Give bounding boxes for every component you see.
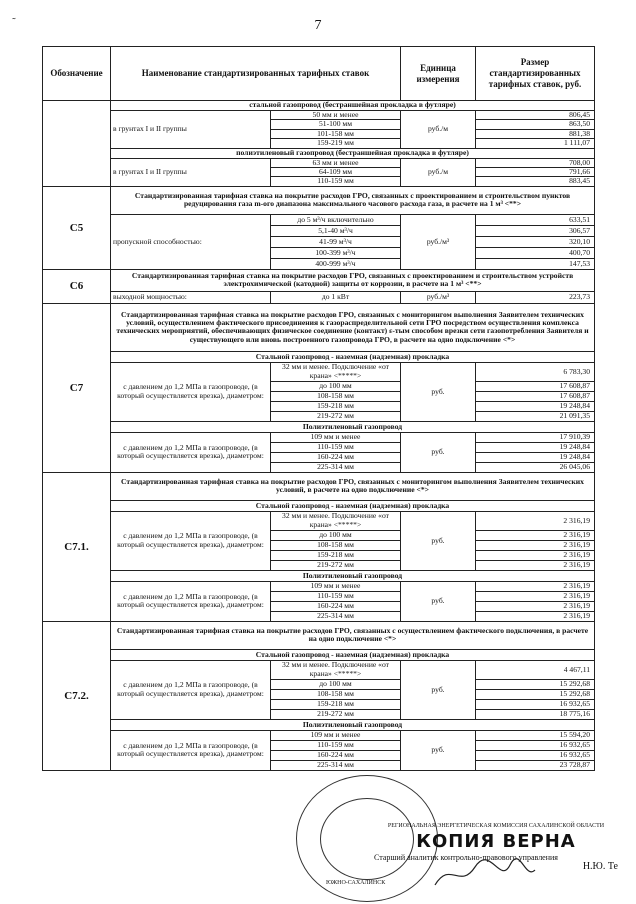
header-code: Обозначение (43, 47, 111, 101)
header-unit: Единица измерения (401, 47, 476, 101)
range-cell: до 100 мм (271, 679, 401, 689)
range-cell: 32 мм и менее. Подключение «от крана» <*****> (271, 660, 401, 679)
range-cell: 32 мм и менее. Подключение «от крана» <*****> (271, 511, 401, 530)
table-row (43, 621, 595, 649)
tariff-table (42, 46, 595, 771)
table-row (43, 291, 595, 303)
section-title: Стандартизированная тарифная ставка на покрытие расходов ГРО, связанных с осуществлением фактического подключения, в расчете на одно подключение <*> (111, 621, 595, 649)
value-cell: 2 316,19 (476, 581, 595, 591)
value-cell: 633,51 (476, 214, 595, 225)
value-cell: 16 932,65 (476, 740, 595, 750)
value-cell: 806,45 (476, 111, 595, 120)
unit-cell: руб. (401, 432, 476, 472)
value-cell: 2 316,19 (476, 560, 595, 570)
table-row (43, 421, 595, 432)
parameter-label: в грунтах I и II группы (111, 158, 271, 186)
range-cell: 219-272 мм (271, 560, 401, 570)
value-cell: 223,73 (476, 291, 595, 303)
code-cell: C5 (43, 186, 111, 269)
stamp-position: Старший аналитик контрольно-правового управления (374, 853, 558, 862)
value-cell: 791,66 (476, 168, 595, 177)
table-row (43, 432, 595, 442)
parameter-label: с давлением до 1,2 МПа в газопроводе, (в который осуществляется врезка), диаметром: (111, 511, 271, 570)
table-row (43, 719, 595, 730)
table-row (43, 148, 595, 158)
range-cell: 110-159 мм (271, 591, 401, 601)
parameter-label: с давлением до 1,2 МПа в газопроводе, (в который осуществляется врезка), диаметром: (111, 432, 271, 472)
value-cell: 147,53 (476, 258, 595, 269)
value-cell: 26 045,06 (476, 462, 595, 472)
unit-cell: руб. (401, 511, 476, 570)
table-row (43, 511, 595, 530)
table-row (43, 581, 595, 591)
range-cell: 160-224 мм (271, 750, 401, 760)
table-header-row (43, 47, 595, 101)
parameter-label: выходной мощностью: (111, 291, 271, 303)
value-cell: 2 316,19 (476, 511, 595, 530)
range-cell: 108-158 мм (271, 689, 401, 699)
section-subtitle: Стальной газопровод - наземная (надземная) прокладка (111, 351, 595, 362)
value-cell: 19 248,84 (476, 452, 595, 462)
value-cell: 2 316,19 (476, 550, 595, 560)
section-subtitle: полиэтиленовый газопровод (бестраншейная прокладка в футляре) (111, 148, 595, 158)
range-cell: 159-218 мм (271, 550, 401, 560)
value-cell: 16 932,65 (476, 699, 595, 709)
code-cell: C7.2. (43, 621, 111, 770)
range-cell: 101-158 мм (271, 129, 401, 138)
range-cell: 50 мм и менее (271, 111, 401, 120)
seal-city: ЮЖНО-САХАЛИНСК (326, 880, 386, 886)
value-cell: 320,10 (476, 236, 595, 247)
range-cell: до 5 м³/ч включительно (271, 214, 401, 225)
unit-cell: руб./м³ (401, 291, 476, 303)
value-cell: 23 728,87 (476, 760, 595, 770)
signature (430, 855, 540, 895)
range-cell: 225-314 мм (271, 760, 401, 770)
range-cell: 108-158 мм (271, 540, 401, 550)
value-cell: 17 608,87 (476, 381, 595, 391)
range-cell: 219-272 мм (271, 411, 401, 421)
range-cell: 63 мм и менее (271, 158, 401, 167)
table-row (43, 362, 595, 381)
range-cell: 160-224 мм (271, 452, 401, 462)
range-cell: 64-109 мм (271, 168, 401, 177)
range-cell: 400-999 м³/ч (271, 258, 401, 269)
corner-mark: ˜ (12, 16, 16, 28)
section-subtitle: Полиэтиленовый газопровод (111, 570, 595, 581)
unit-cell: руб. (401, 362, 476, 421)
value-cell: 1 111,07 (476, 139, 595, 148)
stamp-copy-title: КОПИЯ ВЕРНА (416, 831, 576, 852)
range-cell: 225-314 мм (271, 611, 401, 621)
range-cell: 109 мм и менее (271, 730, 401, 740)
range-cell: 160-224 мм (271, 601, 401, 611)
section-subtitle: стальной газопровод (бестраншейная прокладка в футляре) (111, 101, 595, 111)
value-cell: 15 594,20 (476, 730, 595, 740)
section-title: Стандартизированная тарифная ставка на покрытие расходов ГРО, связанных с мониторингом выполнения Заявителем технических условий, осуществлением фактического присоединения к газораспределительной сети ГРО посредством осуществления комплекса технических мероприятий, обеспечивающих физическое соединение (контакт) ε-тым способом врезки сети газопотребления Заявителя и существующего или вновь построенного газопровода ГРО, в расчете на одно подключение <*> (111, 303, 595, 351)
value-cell: 883,45 (476, 177, 595, 186)
table-row (43, 660, 595, 679)
unit-cell: руб./м (401, 158, 476, 186)
unit-cell: руб. (401, 581, 476, 621)
range-cell: 110-159 мм (271, 177, 401, 186)
table-row (43, 158, 595, 167)
value-cell: 17 608,87 (476, 391, 595, 401)
value-cell: 21 091,35 (476, 411, 595, 421)
value-cell: 4 467,11 (476, 660, 595, 679)
range-cell: 159-218 мм (271, 401, 401, 411)
range-cell: 51-100 мм (271, 120, 401, 129)
unit-cell: руб. (401, 730, 476, 770)
value-cell: 15 292,68 (476, 679, 595, 689)
table-row (43, 214, 595, 225)
parameter-label: с давлением до 1,2 МПа в газопроводе, (в который осуществляется врезка), диаметром: (111, 581, 271, 621)
value-cell: 2 316,19 (476, 601, 595, 611)
range-cell: 32 мм и менее. Подключение «от крана» <*****> (271, 362, 401, 381)
value-cell: 16 932,65 (476, 750, 595, 760)
range-cell: 108-158 мм (271, 391, 401, 401)
unit-cell: руб./м (401, 111, 476, 149)
range-cell: 219-272 мм (271, 709, 401, 719)
value-cell: 2 316,19 (476, 530, 595, 540)
stamp-org: РЕГИОНАЛЬНАЯ ЭНЕРГЕТИЧЕСКАЯ КОМИССИЯ САХАЛИНСКОЙ ОБЛАСТИ (387, 823, 605, 829)
value-cell: 2 316,19 (476, 540, 595, 550)
value-cell: 17 910,39 (476, 432, 595, 442)
section-title: Стандартизированная тарифная ставка на покрытие расходов ГРО, связанных с мониторингом выполнения Заявителем технических условий, в расчете на одно подключение <*> (111, 472, 595, 500)
range-cell: 5,1-40 м³/ч (271, 225, 401, 236)
code-cell (43, 101, 111, 187)
table-row (43, 303, 595, 351)
range-cell: до 100 мм (271, 530, 401, 540)
table-row (43, 111, 595, 120)
value-cell: 19 248,84 (476, 442, 595, 452)
section-title: Стандартизированная тарифная ставка на покрытие расходов ГРО, связанных с проектированием и строительством пунктов редуцирования газа m-ого диапазона максимального часового расхода газа, в расчете на 1 м³ <**> (111, 186, 595, 214)
table-row (43, 649, 595, 660)
section-subtitle: Полиэтиленовый газопровод (111, 421, 595, 432)
table-row (43, 472, 595, 500)
parameter-label: в грунтах I и II группы (111, 111, 271, 149)
parameter-label: пропускной способностью: (111, 214, 271, 269)
value-cell: 863,50 (476, 120, 595, 129)
section-subtitle: Стальной газопровод - наземная (надземная) прокладка (111, 649, 595, 660)
value-cell: 18 775,16 (476, 709, 595, 719)
code-cell: C6 (43, 269, 111, 303)
range-cell: 41-99 м³/ч (271, 236, 401, 247)
range-cell: 109 мм и менее (271, 432, 401, 442)
value-cell: 19 248,84 (476, 401, 595, 411)
unit-cell: руб./м³ (401, 214, 476, 269)
range-cell: 159-218 мм (271, 699, 401, 709)
range-cell: 109 мм и менее (271, 581, 401, 591)
table-row (43, 101, 595, 111)
value-cell: 15 292,68 (476, 689, 595, 699)
range-cell: до 1 кВт (271, 291, 401, 303)
table-row (43, 730, 595, 740)
range-cell: 110-159 мм (271, 740, 401, 750)
table-row (43, 500, 595, 511)
value-cell: 306,57 (476, 225, 595, 236)
value-cell: 400,70 (476, 247, 595, 258)
code-cell: C7.1. (43, 472, 111, 621)
section-subtitle: Стальной газопровод - наземная (надземная) прокладка (111, 500, 595, 511)
range-cell: 110-159 мм (271, 442, 401, 452)
code-cell: C7 (43, 303, 111, 472)
parameter-label: с давлением до 1,2 МПа в газопроводе, (в который осуществляется врезка), диаметром: (111, 730, 271, 770)
value-cell: 6 783,30 (476, 362, 595, 381)
value-cell: 881,38 (476, 129, 595, 138)
section-title: Стандартизированная тарифная ставка на покрытие расходов ГРО, связанных с проектированием и строительством устройств электрохимической (катодной) защиты от коррозии, в расчете на 1 м³ <**> (111, 269, 595, 291)
table-row (43, 570, 595, 581)
header-size: Размер стандартизированных тарифных ставок, руб. (476, 47, 595, 101)
range-cell: до 100 мм (271, 381, 401, 391)
page-number: 7 (314, 18, 322, 33)
table-row (43, 269, 595, 291)
parameter-label: с давлением до 1,2 МПа в газопроводе, (в который осуществляется врезка), диаметром: (111, 362, 271, 421)
value-cell: 708,00 (476, 158, 595, 167)
table-row (43, 351, 595, 362)
range-cell: 100-399 м³/ч (271, 247, 401, 258)
section-subtitle: Полиэтиленовый газопровод (111, 719, 595, 730)
header-name: Наименование стандартизированных тарифных ставок (111, 47, 401, 101)
range-cell: 225-314 мм (271, 462, 401, 472)
unit-cell: руб. (401, 660, 476, 719)
stamp-name: Н.Ю. Те (582, 861, 618, 872)
table-row (43, 186, 595, 214)
parameter-label: с давлением до 1,2 МПа в газопроводе, (в который осуществляется врезка), диаметром: (111, 660, 271, 719)
value-cell: 2 316,19 (476, 611, 595, 621)
value-cell: 2 316,19 (476, 591, 595, 601)
range-cell: 159-219 мм (271, 139, 401, 148)
